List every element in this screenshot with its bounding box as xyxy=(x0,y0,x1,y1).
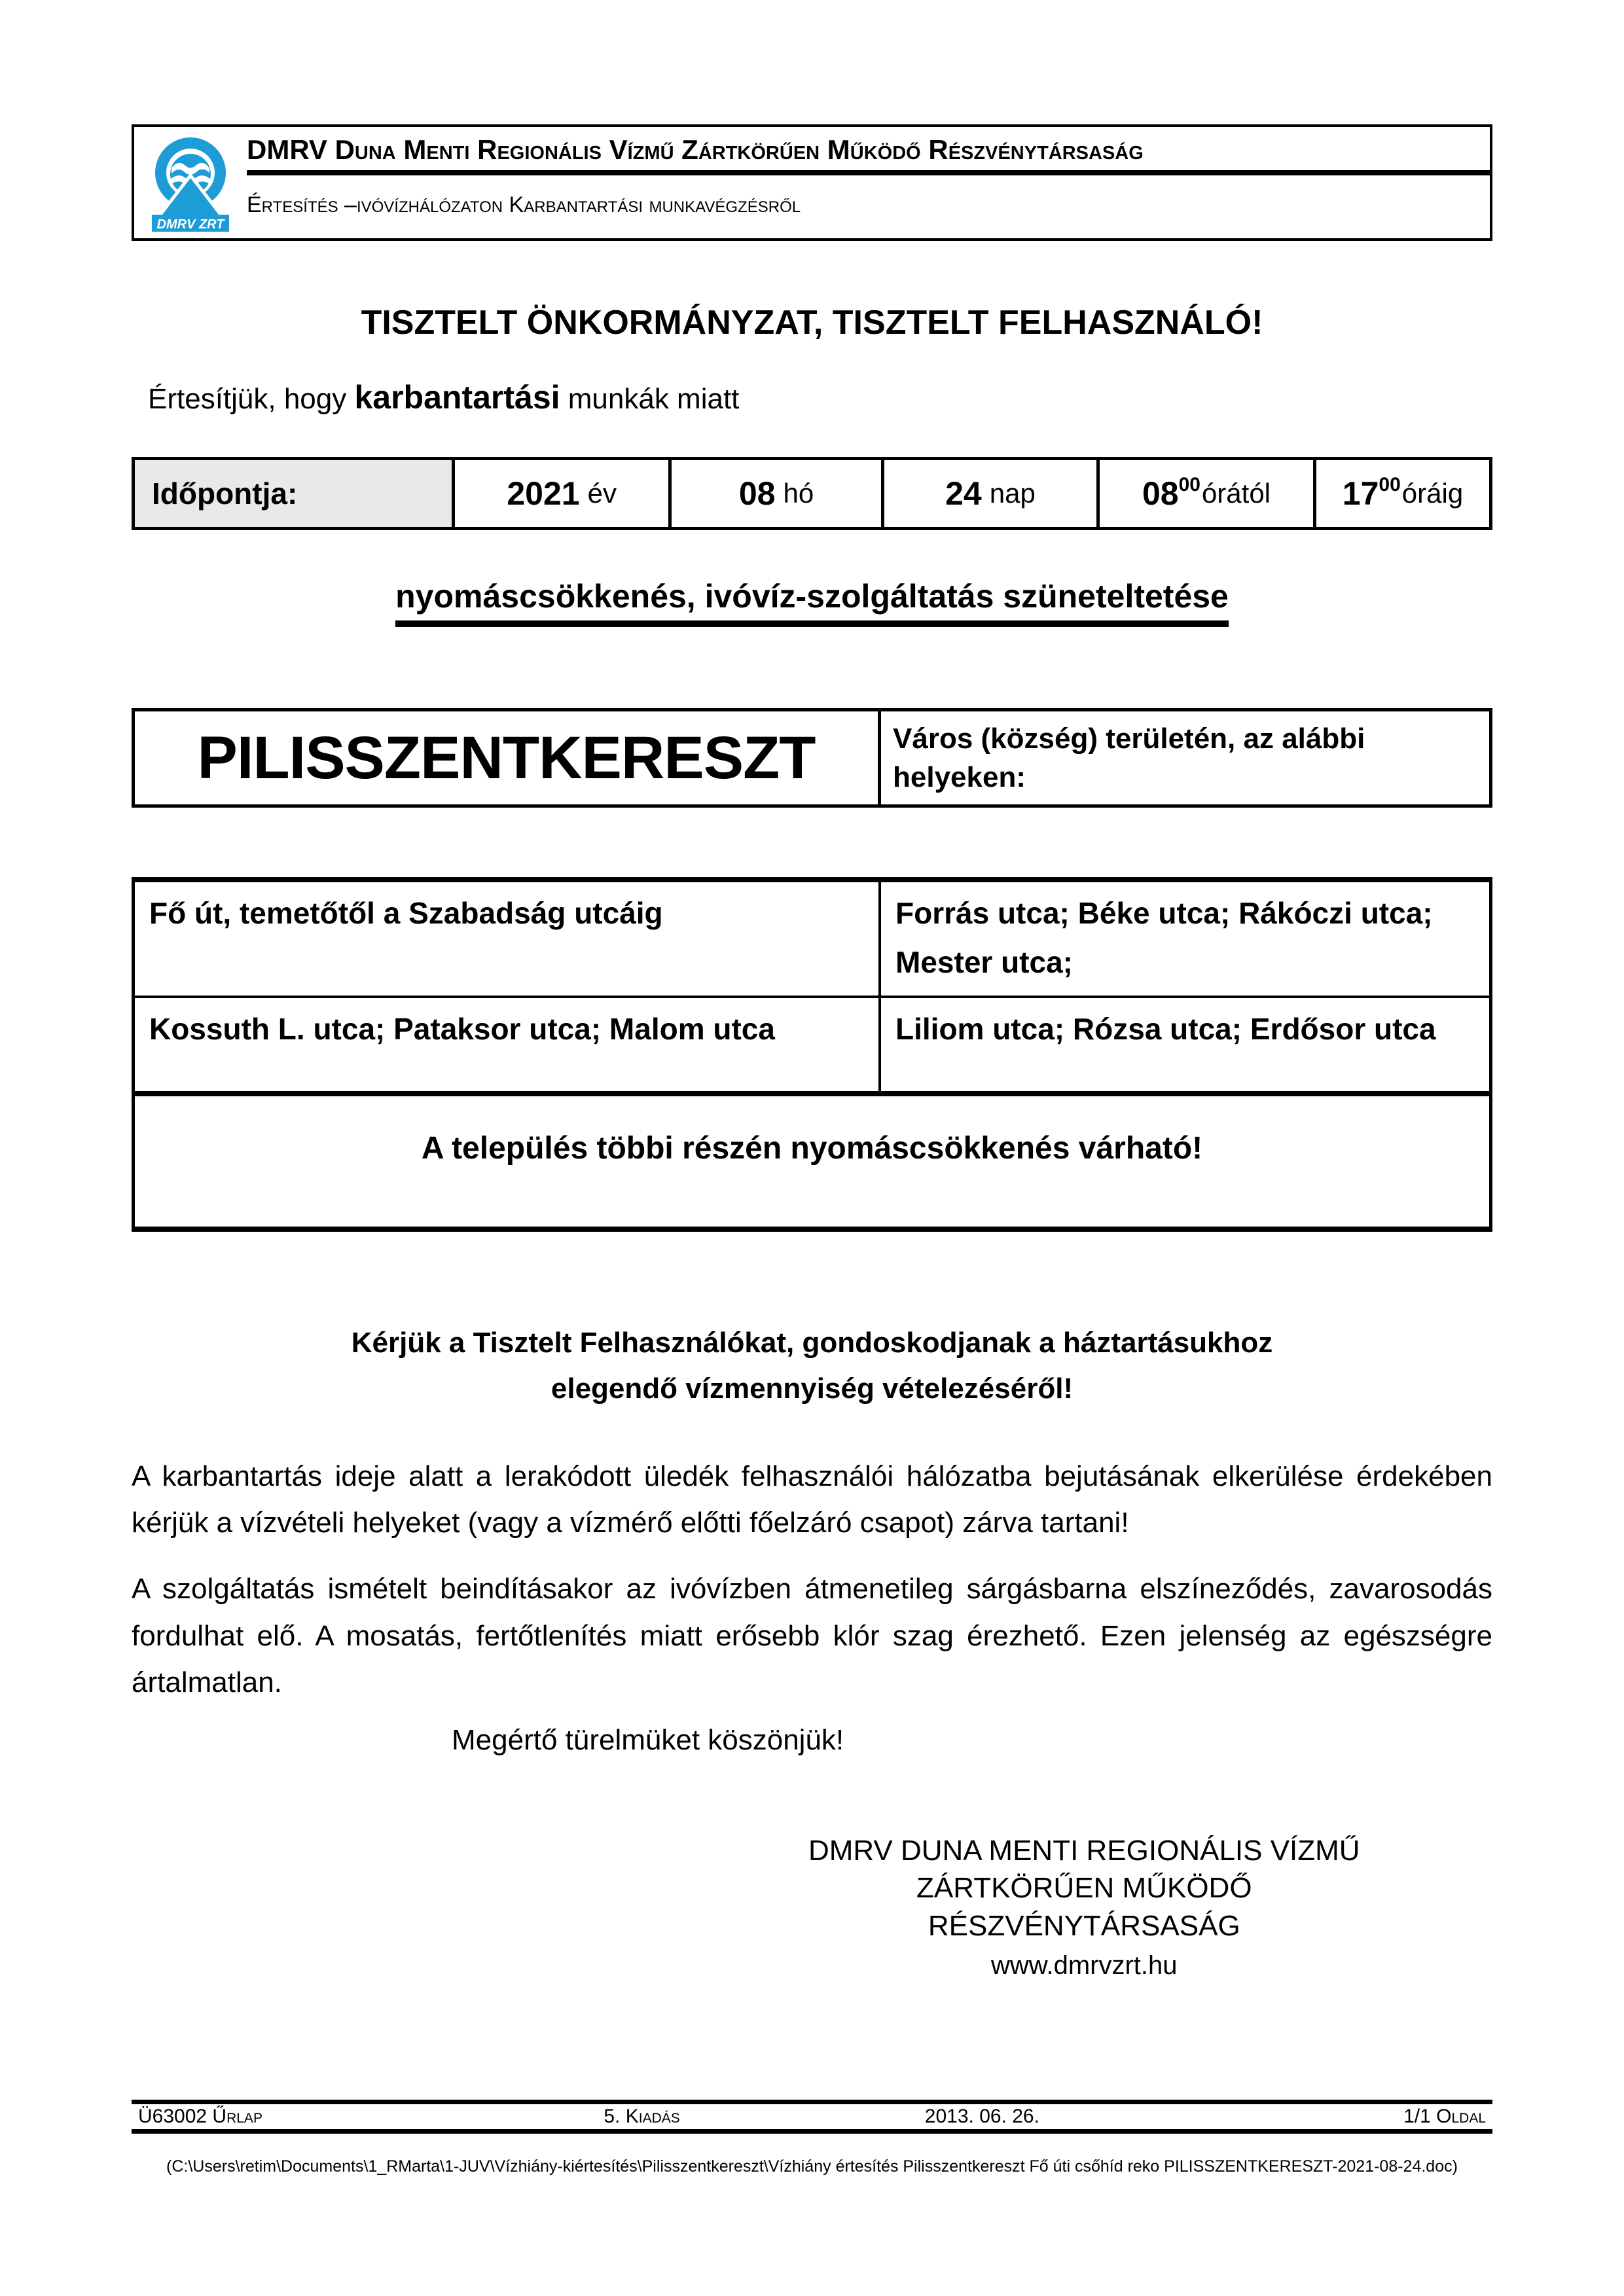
pressure-drop-note: A település többi részén nyomáscsökkenés várható! xyxy=(421,1131,1203,1166)
notice-subject: Értesítés –ivóvízhálózaton Karbantartási munkavégzésről xyxy=(247,192,801,218)
header-divider xyxy=(247,170,1490,175)
letterhead-text xyxy=(247,127,1490,238)
letterhead xyxy=(132,124,1492,241)
day-value: 24 xyxy=(945,475,982,512)
request-block xyxy=(132,1320,1492,1412)
main-title: TISZTELT ÖNKORMÁNYZAT, TISZTELT FELHASZNÁLÓ! xyxy=(361,304,1263,342)
intro-line xyxy=(132,378,1492,416)
streets-table xyxy=(132,877,1492,1232)
schedule-label: Időpontja: xyxy=(152,476,298,511)
schedule-label-cell xyxy=(135,460,452,527)
schedule-day-cell xyxy=(881,460,1096,527)
from-minutes: 00 xyxy=(1178,473,1200,495)
to-minutes: 00 xyxy=(1379,473,1401,495)
table-row xyxy=(135,998,1489,1096)
page-content xyxy=(132,124,1492,1981)
day-unit: nap xyxy=(989,478,1036,509)
intro-prefix: Értesítjük, hogy xyxy=(148,383,355,415)
city-name: PILISSZENTKERESZT xyxy=(197,724,816,791)
year-unit: év xyxy=(587,478,617,509)
month-unit: hó xyxy=(783,478,814,509)
dmrv-logo xyxy=(134,127,247,238)
impact-heading-wrap xyxy=(132,577,1492,627)
dmrv-logo-icon xyxy=(147,132,234,233)
footer-form-id: Ü63002 Űrlap xyxy=(138,2106,262,2127)
company-name: DMRV Duna Menti Regionális Vízmű Zártkörűen Működő Részvénytársaság xyxy=(247,134,1144,165)
schedule-to-cell xyxy=(1313,460,1489,527)
from-unit: órától xyxy=(1201,478,1271,509)
footer-date: 2013. 06. 26. xyxy=(924,2106,1039,2127)
schedule-month-cell xyxy=(668,460,881,527)
street-cell: Forrás utca; Béke utca; Rákóczi utca; Mester utca; xyxy=(895,896,1433,979)
document-file-path: (C:\Users\retim\Documents\1_RMarta\1-JUV\Vízhiány-kiértesítés\Pilisszentkereszt\Vízhiány értesítés Pilisszentkereszt Fő úti csőhíd reko PILISSZENTKERESZT-2021-08-24.doc) xyxy=(166,2157,1458,2176)
request-line: Kérjük a Tisztelt Felhasználókat, gondoskodjanak a háztartásukhoz xyxy=(351,1327,1273,1359)
request-line: elegendő vízmennyiség vételezéséről! xyxy=(550,1372,1074,1405)
to-unit: óráig xyxy=(1401,478,1464,509)
street-cell: Kossuth L. utca; Pataksor utca; Malom utca xyxy=(135,998,881,1091)
footer-page-number: 1/1 Oldal xyxy=(1403,2106,1486,2127)
discoloration-paragraph: A szolgáltatás ismételt beindításakor az ivóvízben átmenetileg sárgásbarna elszíneződés, zavarosodás fordulhat elő. A mosatás, fertőtlenítés miatt erősebb klór szag érezhető. Ezen jelenség az egészségre ártalmatlan. xyxy=(132,1573,1492,1698)
thanks-line: Megértő türelmüket köszönjük! xyxy=(452,1724,844,1757)
schedule-year-cell xyxy=(452,460,668,527)
intro-keyword: karbantartási xyxy=(354,379,560,416)
month-value: 08 xyxy=(738,475,776,512)
year-value: 2021 xyxy=(507,475,580,512)
street-cell: Fő út, temetőtől a Szabadság utcáig xyxy=(135,882,881,996)
from-hour: 08 xyxy=(1142,475,1179,512)
city-name-cell xyxy=(135,711,881,804)
signature-website: www.dmrvzrt.hu xyxy=(991,1950,1178,1980)
intro-suffix: munkák miatt xyxy=(560,383,740,415)
city-note: Város (község) területén, az alábbi helyeken: xyxy=(893,722,1365,793)
to-hour: 17 xyxy=(1342,475,1379,512)
table-row xyxy=(135,882,1489,998)
city-table xyxy=(132,708,1492,808)
footer-bar xyxy=(132,2100,1492,2134)
schedule-table xyxy=(132,457,1492,530)
maintenance-paragraph: A karbantartás ideje alatt a lerakódott üledék felhasználói hálózatba bejutásának elkerülése érdekében kérjük a vízvételi helyeket (vagy a vízmérő előtti főelzáró csapot) zárva tartani! xyxy=(132,1460,1492,1539)
footer-edition: 5. Kiadás xyxy=(604,2106,680,2127)
street-cell: Liliom utca; Rózsa utca; Erdősor utca xyxy=(895,1012,1436,1047)
signature-line: ZÁRTKÖRŰEN MŰKÖDŐ RÉSZVÉNYTÁRSASÁG xyxy=(916,1872,1252,1942)
signature-block xyxy=(757,1832,1411,1981)
impact-heading: nyomáscsökkenés, ivóvíz-szolgáltatás szüneteltetése xyxy=(395,577,1229,627)
signature-line: DMRV DUNA MENTI REGIONÁLIS VÍZMŰ xyxy=(808,1835,1360,1867)
logo-text: DMRV ZRT xyxy=(156,217,225,232)
schedule-from-cell xyxy=(1096,460,1313,527)
